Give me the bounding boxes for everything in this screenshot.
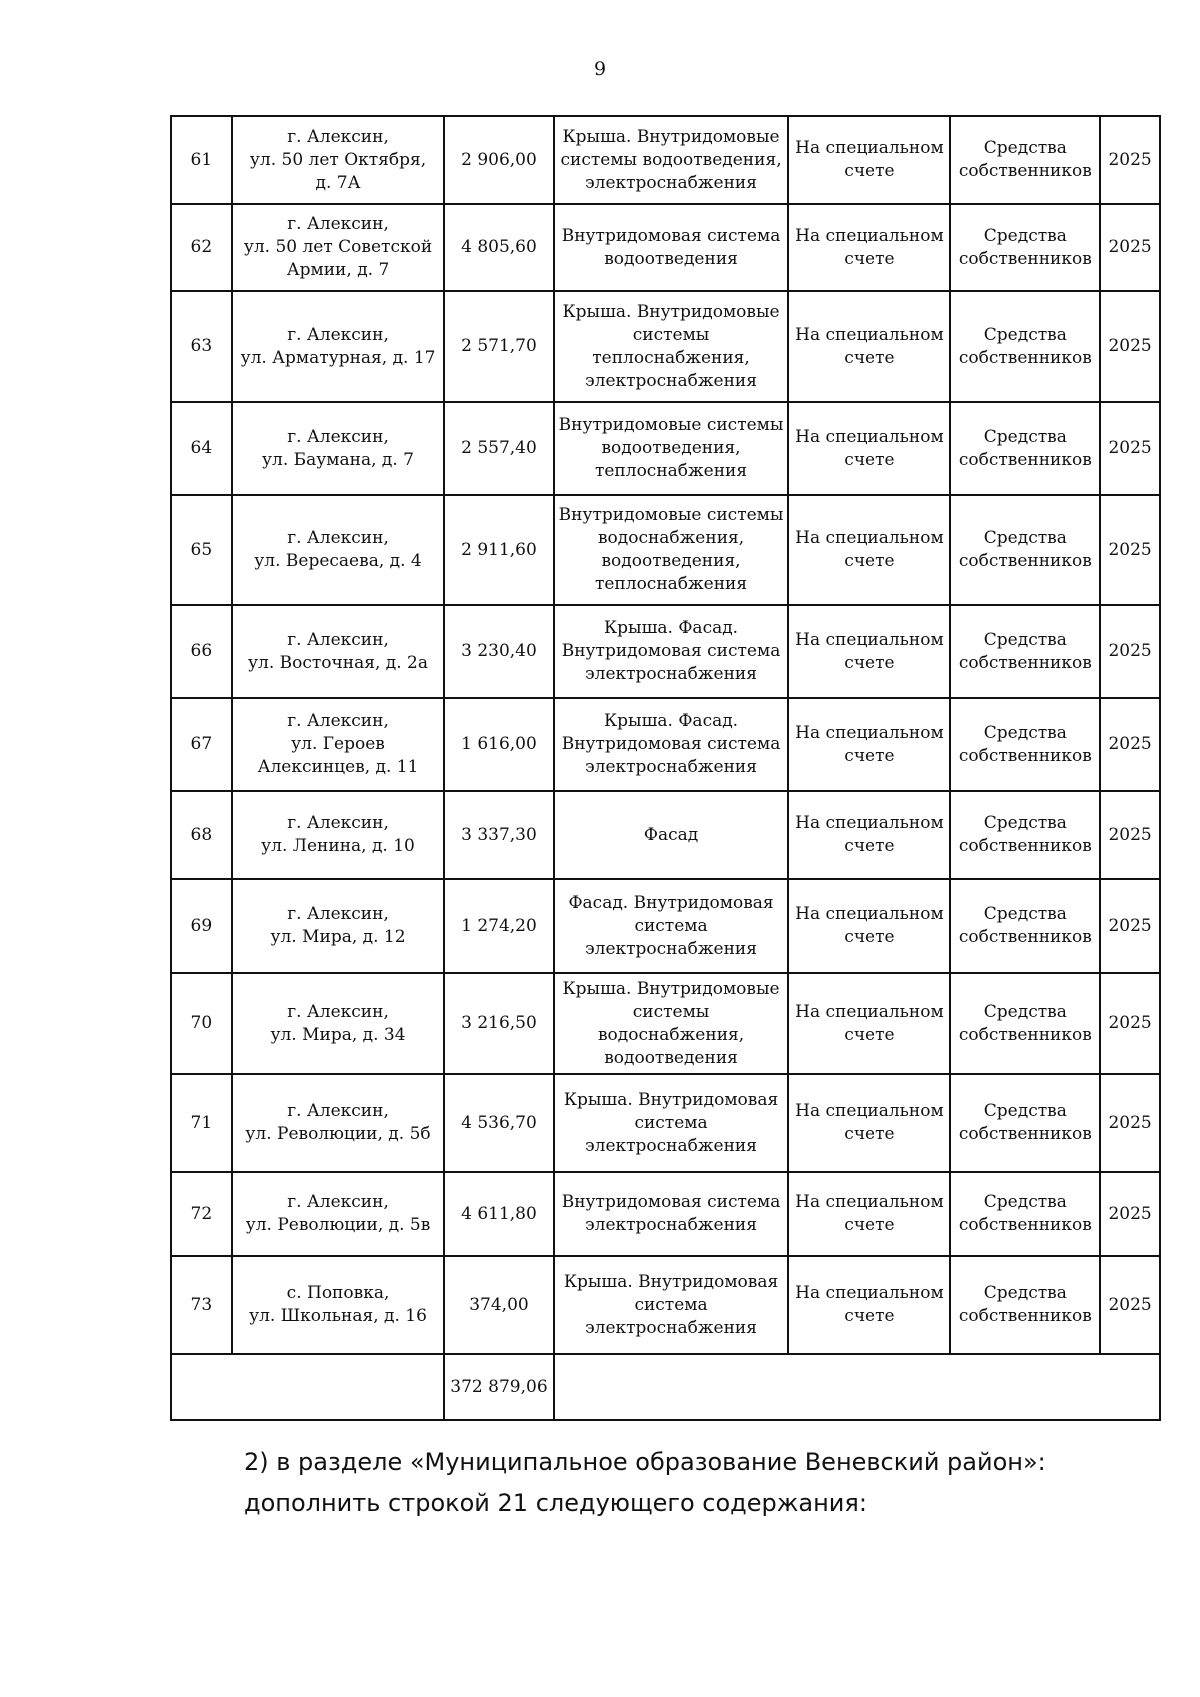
year-cell-text: 2025: [1108, 1294, 1152, 1315]
year-cell: [1100, 1172, 1160, 1256]
year-cell: [1100, 973, 1160, 1074]
paragraph-line-1: 2) в разделе «Муниципальное образование Веневский район»:: [244, 1448, 1046, 1476]
year-cell-text: 2025: [1108, 1013, 1152, 1033]
table-row: [171, 698, 1160, 791]
account-cell-text: На специальном счете: [795, 1192, 944, 1235]
address-cell-text: г. Алексин, ул. Восточная, д. 2а: [248, 629, 428, 673]
area-cell: [444, 605, 553, 698]
year-cell: [1100, 402, 1160, 495]
funding-cell-text: Средства собственников: [958, 225, 1092, 269]
area-cell: [444, 698, 553, 791]
funding-cell: [950, 116, 1100, 204]
address-cell-text: г. Алексин, ул. Революции, д. 5б: [245, 1101, 431, 1144]
area-cell: [444, 1256, 553, 1354]
works-cell: [554, 1172, 789, 1256]
row-number-text: 73: [190, 1294, 213, 1315]
address-cell: [232, 1256, 445, 1354]
paragraph-line-2: дополнить строкой 21 следующего содержания:: [244, 1489, 867, 1517]
row-number-text: 65: [190, 539, 213, 560]
account-cell-text: На специальном счете: [795, 1101, 944, 1144]
row-number: [171, 495, 232, 605]
row-number-text: 68: [190, 824, 213, 845]
account-cell-text: На специальном счете: [795, 1283, 944, 1326]
funding-cell: [950, 204, 1100, 291]
year-cell: [1100, 791, 1160, 879]
funding-cell: [950, 973, 1100, 1074]
row-number: [171, 1074, 232, 1172]
works-cell-text: Крыша. Внутридомовая система электроснабжения: [563, 1089, 779, 1156]
area-cell-text: 1 274,20: [461, 915, 537, 936]
account-cell-text: На специальном счете: [795, 225, 944, 269]
address-cell-text: г. Алексин, ул. Баумана, д. 7: [262, 426, 414, 470]
works-cell-text: Крыша. Внутридомовые системы водоотведения, электроснабжения: [560, 126, 782, 193]
account-cell: [788, 1256, 950, 1354]
address-cell-text: г. Алексин, ул. Ленина, д. 10: [261, 813, 415, 856]
account-cell-text: На специальном счете: [795, 629, 944, 673]
area-cell: [444, 204, 553, 291]
total-area-cell: [444, 1354, 553, 1420]
works-cell-text: Фасад. Внутридомовая система электроснабжения: [568, 892, 774, 959]
works-cell-text: Фасад: [643, 824, 699, 845]
year-cell-text: 2025: [1108, 1112, 1152, 1133]
area-cell-text: 3 216,50: [461, 1013, 537, 1033]
account-cell: [788, 973, 950, 1074]
account-cell: [788, 1172, 950, 1256]
funding-cell: [950, 291, 1100, 402]
year-cell-text: 2025: [1108, 336, 1152, 356]
row-number: [171, 698, 232, 791]
funding-cell: [950, 495, 1100, 605]
address-cell: [232, 204, 445, 291]
address-cell-text: г. Алексин, ул. Вересаева, д. 4: [254, 528, 422, 571]
works-cell: [554, 1074, 789, 1172]
funding-cell: [950, 1074, 1100, 1172]
year-cell: [1100, 204, 1160, 291]
funding-cell-text: Средства собственников: [958, 1101, 1092, 1144]
account-cell-text: На специальном счете: [795, 138, 944, 181]
works-cell: [554, 495, 789, 605]
row-number-text: 64: [190, 438, 213, 458]
area-cell: [444, 116, 553, 204]
address-cell-text: г. Алексин, ул. Героев Алексинцев, д. 11: [257, 711, 419, 777]
account-cell-text: На специальном счете: [795, 722, 944, 766]
total-row-empty-right: [554, 1354, 1160, 1420]
works-cell: [554, 116, 789, 204]
account-cell-text: На специальном счете: [795, 904, 944, 947]
funding-cell-text: Средства собственников: [958, 813, 1092, 856]
funding-cell-text: Средства собственников: [958, 528, 1092, 571]
page-number: 9: [593, 58, 607, 80]
row-number-text: 66: [190, 641, 213, 661]
table-row: [171, 973, 1160, 1074]
area-cell: [444, 973, 553, 1074]
area-cell-text: 374,00: [469, 1294, 529, 1315]
year-cell: [1100, 698, 1160, 791]
row-number: [171, 605, 232, 698]
row-number-text: 62: [190, 237, 213, 257]
funding-cell: [950, 402, 1100, 495]
works-cell: [554, 879, 789, 973]
address-cell: [232, 402, 445, 495]
table-row: [171, 402, 1160, 495]
funding-cell-text: Средства собственников: [958, 426, 1092, 470]
funding-cell-text: Средства собственников: [958, 722, 1092, 766]
account-cell: [788, 1074, 950, 1172]
row-number-text: 71: [190, 1112, 213, 1133]
year-cell-text: 2025: [1108, 149, 1152, 170]
row-number-text: 61: [190, 149, 213, 170]
funding-cell: [950, 879, 1100, 973]
year-cell-text: 2025: [1108, 641, 1152, 661]
works-cell-text: Внутридомовая система электроснабжения: [561, 1192, 781, 1235]
year-cell-text: 2025: [1108, 539, 1152, 560]
area-cell-text: 4 536,70: [461, 1112, 537, 1133]
funding-cell: [950, 1172, 1100, 1256]
year-cell: [1100, 116, 1160, 204]
area-cell-text: 2 911,60: [461, 539, 537, 560]
works-cell: [554, 791, 789, 879]
address-cell: [232, 495, 445, 605]
table-row: [171, 1074, 1160, 1172]
address-cell-text: с. Поповка, ул. Школьная, д. 16: [249, 1283, 427, 1326]
row-number: [171, 204, 232, 291]
row-number: [171, 879, 232, 973]
table-row: [171, 116, 1160, 204]
funding-cell: [950, 1256, 1100, 1354]
year-cell-text: 2025: [1108, 824, 1152, 845]
row-number: [171, 973, 232, 1074]
account-cell: [788, 791, 950, 879]
works-cell-text: Внутридомовая система водоотведения: [561, 225, 781, 269]
row-number: [171, 1172, 232, 1256]
works-cell-text: Крыша. Фасад. Внутридомовая система электроснабжения: [561, 711, 781, 777]
funding-cell: [950, 698, 1100, 791]
address-cell-text: г. Алексин, ул. Мира, д. 12: [270, 904, 406, 947]
account-cell: [788, 698, 950, 791]
area-cell-text: 3 337,30: [461, 824, 537, 845]
works-cell: [554, 291, 789, 402]
address-cell-text: г. Алексин, ул. Мира, д. 34: [270, 1001, 406, 1045]
row-number-text: 69: [190, 915, 213, 936]
row-number-text: 67: [190, 734, 213, 754]
year-cell: [1100, 291, 1160, 402]
area-cell-text: 1 616,00: [461, 734, 537, 754]
address-cell: [232, 605, 445, 698]
account-cell: [788, 116, 950, 204]
account-cell: [788, 495, 950, 605]
area-cell: [444, 1172, 553, 1256]
row-number: [171, 791, 232, 879]
row-number-text: 70: [190, 1013, 213, 1033]
repair-program-table: [170, 115, 1161, 1421]
address-cell-text: г. Алексин, ул. 50 лет Советской Армии, д. 7: [243, 214, 433, 280]
works-cell: [554, 605, 789, 698]
account-cell: [788, 605, 950, 698]
year-cell-text: 2025: [1108, 915, 1152, 936]
area-cell: [444, 402, 553, 495]
total-row-empty-left: [171, 1354, 444, 1420]
works-cell-text: Крыша. Внутридомовые системы теплоснабжения, электроснабжения: [562, 301, 780, 391]
address-cell: [232, 879, 445, 973]
area-cell-text: 3 230,40: [461, 641, 537, 661]
area-cell: [444, 1074, 553, 1172]
area-cell-text: 2 571,70: [461, 336, 537, 356]
address-cell-text: г. Алексин, ул. Революции, д. 5в: [245, 1192, 431, 1235]
address-cell: [232, 1074, 445, 1172]
area-cell: [444, 495, 553, 605]
year-cell-text: 2025: [1108, 237, 1152, 257]
address-cell: [232, 116, 445, 204]
account-cell: [788, 291, 950, 402]
address-cell-text: г. Алексин, ул. Арматурная, д. 17: [240, 324, 436, 368]
table-row: [171, 879, 1160, 973]
area-cell-text: 2 557,40: [461, 438, 537, 458]
funding-cell: [950, 791, 1100, 879]
table-row: [171, 1172, 1160, 1256]
year-cell-text: 2025: [1108, 1203, 1152, 1224]
table-row: [171, 605, 1160, 698]
works-cell-text: Крыша. Внутридомовые системы водоснабжения, водоотведения: [562, 978, 780, 1068]
year-cell: [1100, 1256, 1160, 1354]
works-cell-text: Крыша. Внутридомовая система электроснабжения: [563, 1271, 779, 1338]
area-cell-text: 4 805,60: [461, 237, 537, 257]
works-cell-text: Крыша. Фасад. Внутридомовая система электроснабжения: [561, 618, 781, 684]
year-cell-text: 2025: [1108, 734, 1152, 754]
address-cell-text: г. Алексин, ул. 50 лет Октября, д. 7А: [249, 126, 427, 193]
row-number: [171, 116, 232, 204]
table-row: [171, 495, 1160, 605]
works-cell-text: Внутридомовые системы водоснабжения, водоотведения, теплоснабжения: [558, 505, 784, 594]
funding-cell-text: Средства собственников: [958, 324, 1092, 368]
address-cell: [232, 698, 445, 791]
account-cell: [788, 204, 950, 291]
account-cell: [788, 879, 950, 973]
works-cell-text: Внутридомовые системы водоотведения, теплоснабжения: [558, 415, 784, 481]
funding-cell-text: Средства собственников: [958, 629, 1092, 673]
works-cell: [554, 698, 789, 791]
row-number: [171, 1256, 232, 1354]
table-row: [171, 791, 1160, 879]
account-cell-text: На специальном счете: [795, 813, 944, 856]
row-number-text: 63: [190, 336, 213, 356]
funding-cell-text: Средства собственников: [958, 904, 1092, 947]
area-cell: [444, 879, 553, 973]
row-number: [171, 291, 232, 402]
funding-cell-text: Средства собственников: [958, 138, 1092, 181]
area-cell-text: 2 906,00: [461, 149, 537, 170]
funding-cell-text: Средства собственников: [958, 1192, 1092, 1235]
account-cell-text: На специальном счете: [795, 324, 944, 368]
works-cell: [554, 1256, 789, 1354]
works-cell: [554, 402, 789, 495]
total-area-value: 372 879,06: [450, 1376, 548, 1397]
area-cell-text: 4 611,80: [461, 1203, 537, 1224]
area-cell: [444, 791, 553, 879]
row-number-text: 72: [190, 1203, 213, 1224]
address-cell: [232, 1172, 445, 1256]
account-cell-text: На специальном счете: [795, 528, 944, 571]
address-cell: [232, 973, 445, 1074]
total-row: [171, 1354, 1160, 1420]
year-cell-text: 2025: [1108, 438, 1152, 458]
address-cell: [232, 791, 445, 879]
funding-cell: [950, 605, 1100, 698]
row-number: [171, 402, 232, 495]
table-body: [171, 116, 1160, 1420]
year-cell: [1100, 605, 1160, 698]
table-row: [171, 204, 1160, 291]
works-cell: [554, 973, 789, 1074]
address-cell: [232, 291, 445, 402]
year-cell: [1100, 879, 1160, 973]
year-cell: [1100, 1074, 1160, 1172]
table-row: [171, 1256, 1160, 1354]
account-cell-text: На специальном счете: [795, 426, 944, 470]
area-cell: [444, 291, 553, 402]
amendment-paragraph: [244, 1442, 1144, 1524]
works-cell: [554, 204, 789, 291]
table-row: [171, 291, 1160, 402]
year-cell: [1100, 495, 1160, 605]
account-cell: [788, 402, 950, 495]
funding-cell-text: Средства собственников: [958, 1001, 1092, 1045]
funding-cell-text: Средства собственников: [958, 1283, 1092, 1326]
account-cell-text: На специальном счете: [795, 1001, 944, 1045]
